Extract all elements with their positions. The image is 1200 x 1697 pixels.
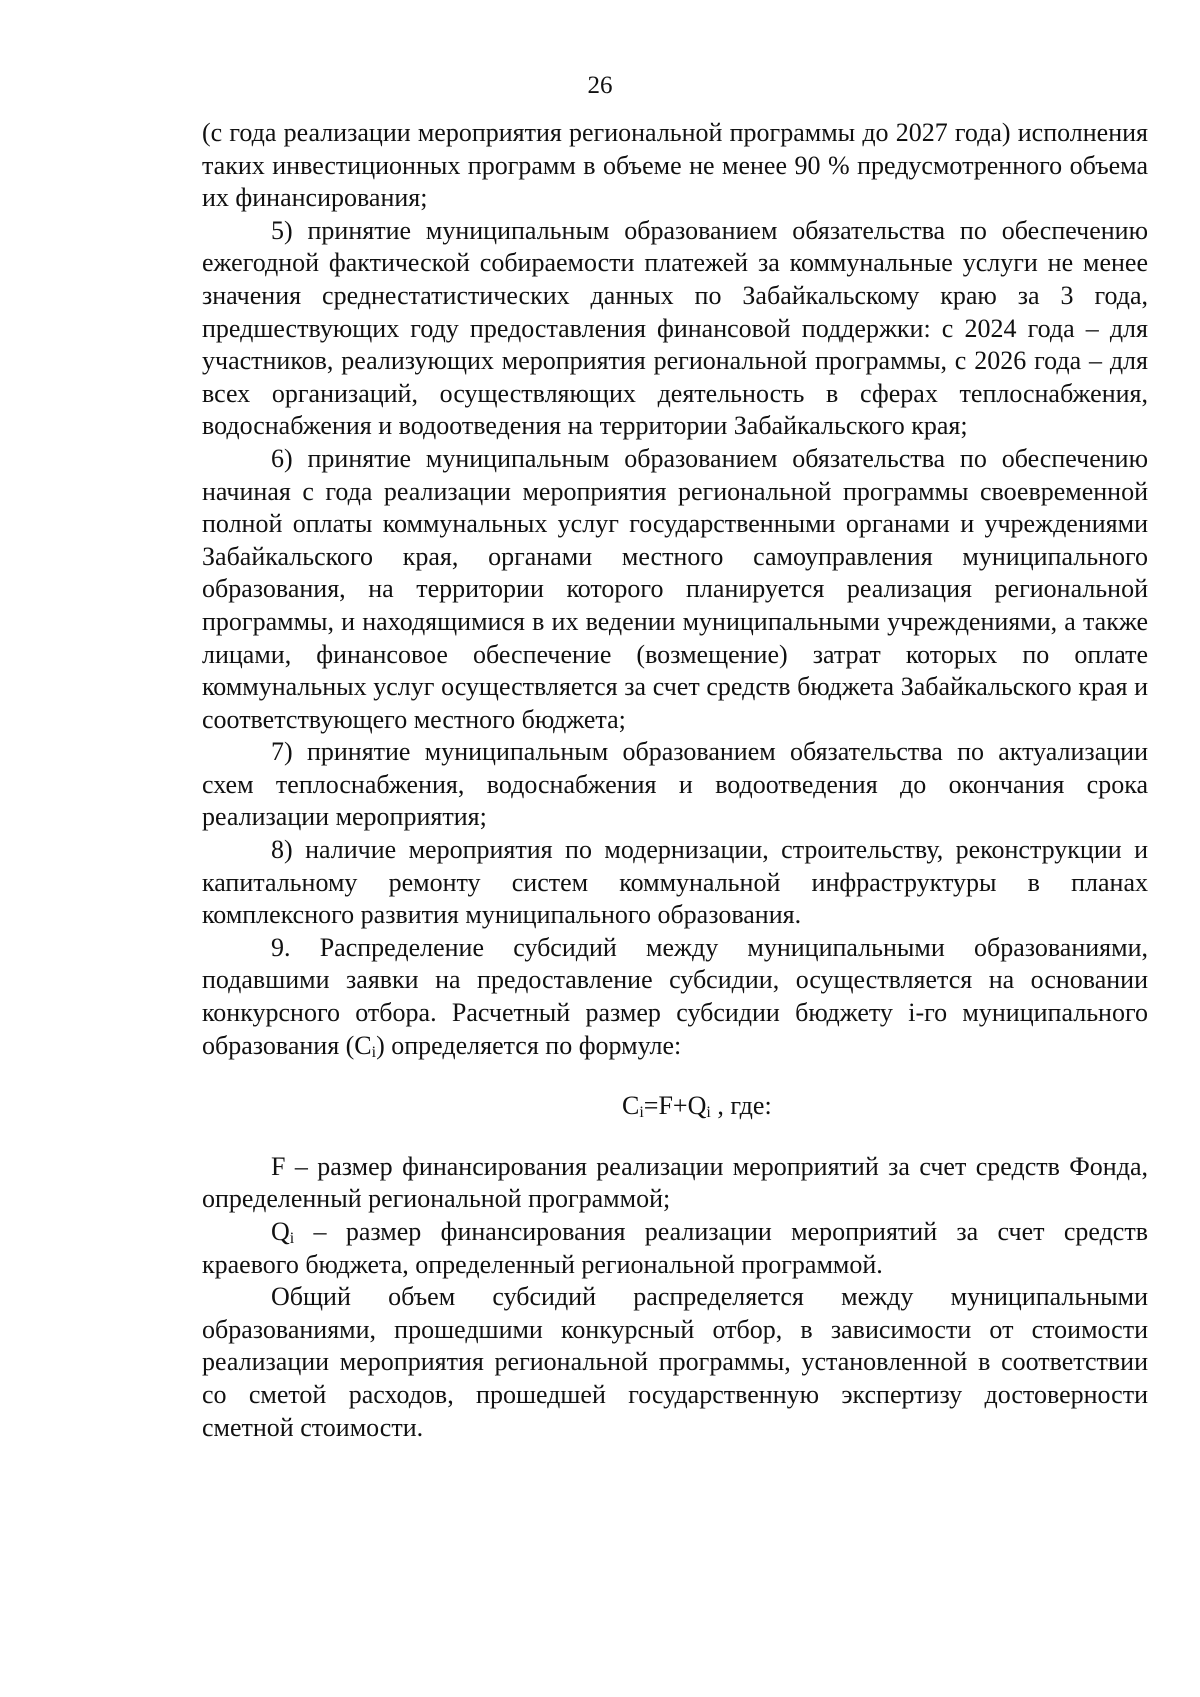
paragraph-item-5: 5) принятие муниципальным образованием обязательства по обеспечению ежегодной фактической собираемости платежей за коммунальные услуги не менее значения среднестатистических данных по Забайкальскому краю за 3 года, предшествующих году предоставления финансовой поддержки: с 2024 года – для участников, реализующих мероприятия региональной программы, с 2026 года – для всех организаций, осуществляющих деятельность в сферах теплоснабжения, водоснабжения и водоотведения на территории Забайкальского края; [202,215,1148,441]
formula-c-subscript: i [639,1104,644,1122]
paragraph-q-definition [202,1216,1148,1281]
formula-q-subscript: i [706,1104,711,1122]
subsidy-formula [202,1090,1148,1123]
paragraph-item-6: 6) принятие муниципальным образованием обязательства по обеспечению начиная с года реализации мероприятия региональной программы своевременной полной оплаты коммунальных услуг государственными органами и учреждениями Забайкальского края, органами местного самоуправления муниципального образования, на территории которого планируется реализация региональной программы, и находящимися в их ведении муниципальными учреждениями, а также лицами, финансовое обеспечение (возмещение) затрат которых по оплате коммунальных услуг осуществляется за счет средств бюджета Забайкальского края и соответствующего местного бюджета; [202,443,1148,734]
q-symbol: Q [271,1217,290,1246]
paragraph-item-9 [202,932,1148,1062]
paragraph-item-9-text: 9. Распределение субсидий между муниципальными образованиями, подавшими заявки на предоставление субсидии, осуществляется на основании конкурсного отбора. Расчетный размер субсидии бюджету i-го муниципального образования (C [202,932,1148,1060]
formula-c: C [622,1091,640,1121]
q-subscript: i [289,1230,295,1247]
paragraph-continuation: (с года реализации мероприятия региональной программы до 2027 года) исполнения таких инвестиционных программ в объеме не менее 90 % предусмотренного объема их финансирования; [202,118,1148,213]
q-definition-text: – размер финансирования реализации мероприятий за счет средств краевого бюджета, определенный региональной программой. [202,1217,1148,1279]
paragraph-total-volume: Общий объем субсидий распределяется между муниципальными образованиями, прошедшими конкурсный отбор, в зависимости от стоимости реализации мероприятия региональной программы, установленной в соответствии со сметой расходов, прошедшей государственную экспертизу достоверности сметной стоимости. [202,1282,1148,1442]
paragraph-item-7: 7) принятие муниципальным образованием обязательства по актуализации схем теплоснабжения, водоснабжения и водоотведения до окончания срока реализации мероприятия; [202,737,1148,832]
formula-tail: , где: [710,1091,772,1121]
page-number: 26 [587,72,613,99]
subscript-i: i [371,1043,377,1061]
paragraph-item-8: 8) наличие мероприятия по модернизации, строительству, реконструкции и капитальному ремонту систем коммунальной инфраструктуры в планах комплексного развития муниципального образования. [202,835,1148,930]
document-body [202,117,1148,1444]
formula-middle: =F+Q [643,1091,707,1121]
paragraph-f-definition: F – размер финансирования реализации мероприятий за счет средств Фонда, определенный региональной программой; [202,1151,1148,1214]
paragraph-item-9-tail: ) определяется по формуле: [376,1030,682,1060]
